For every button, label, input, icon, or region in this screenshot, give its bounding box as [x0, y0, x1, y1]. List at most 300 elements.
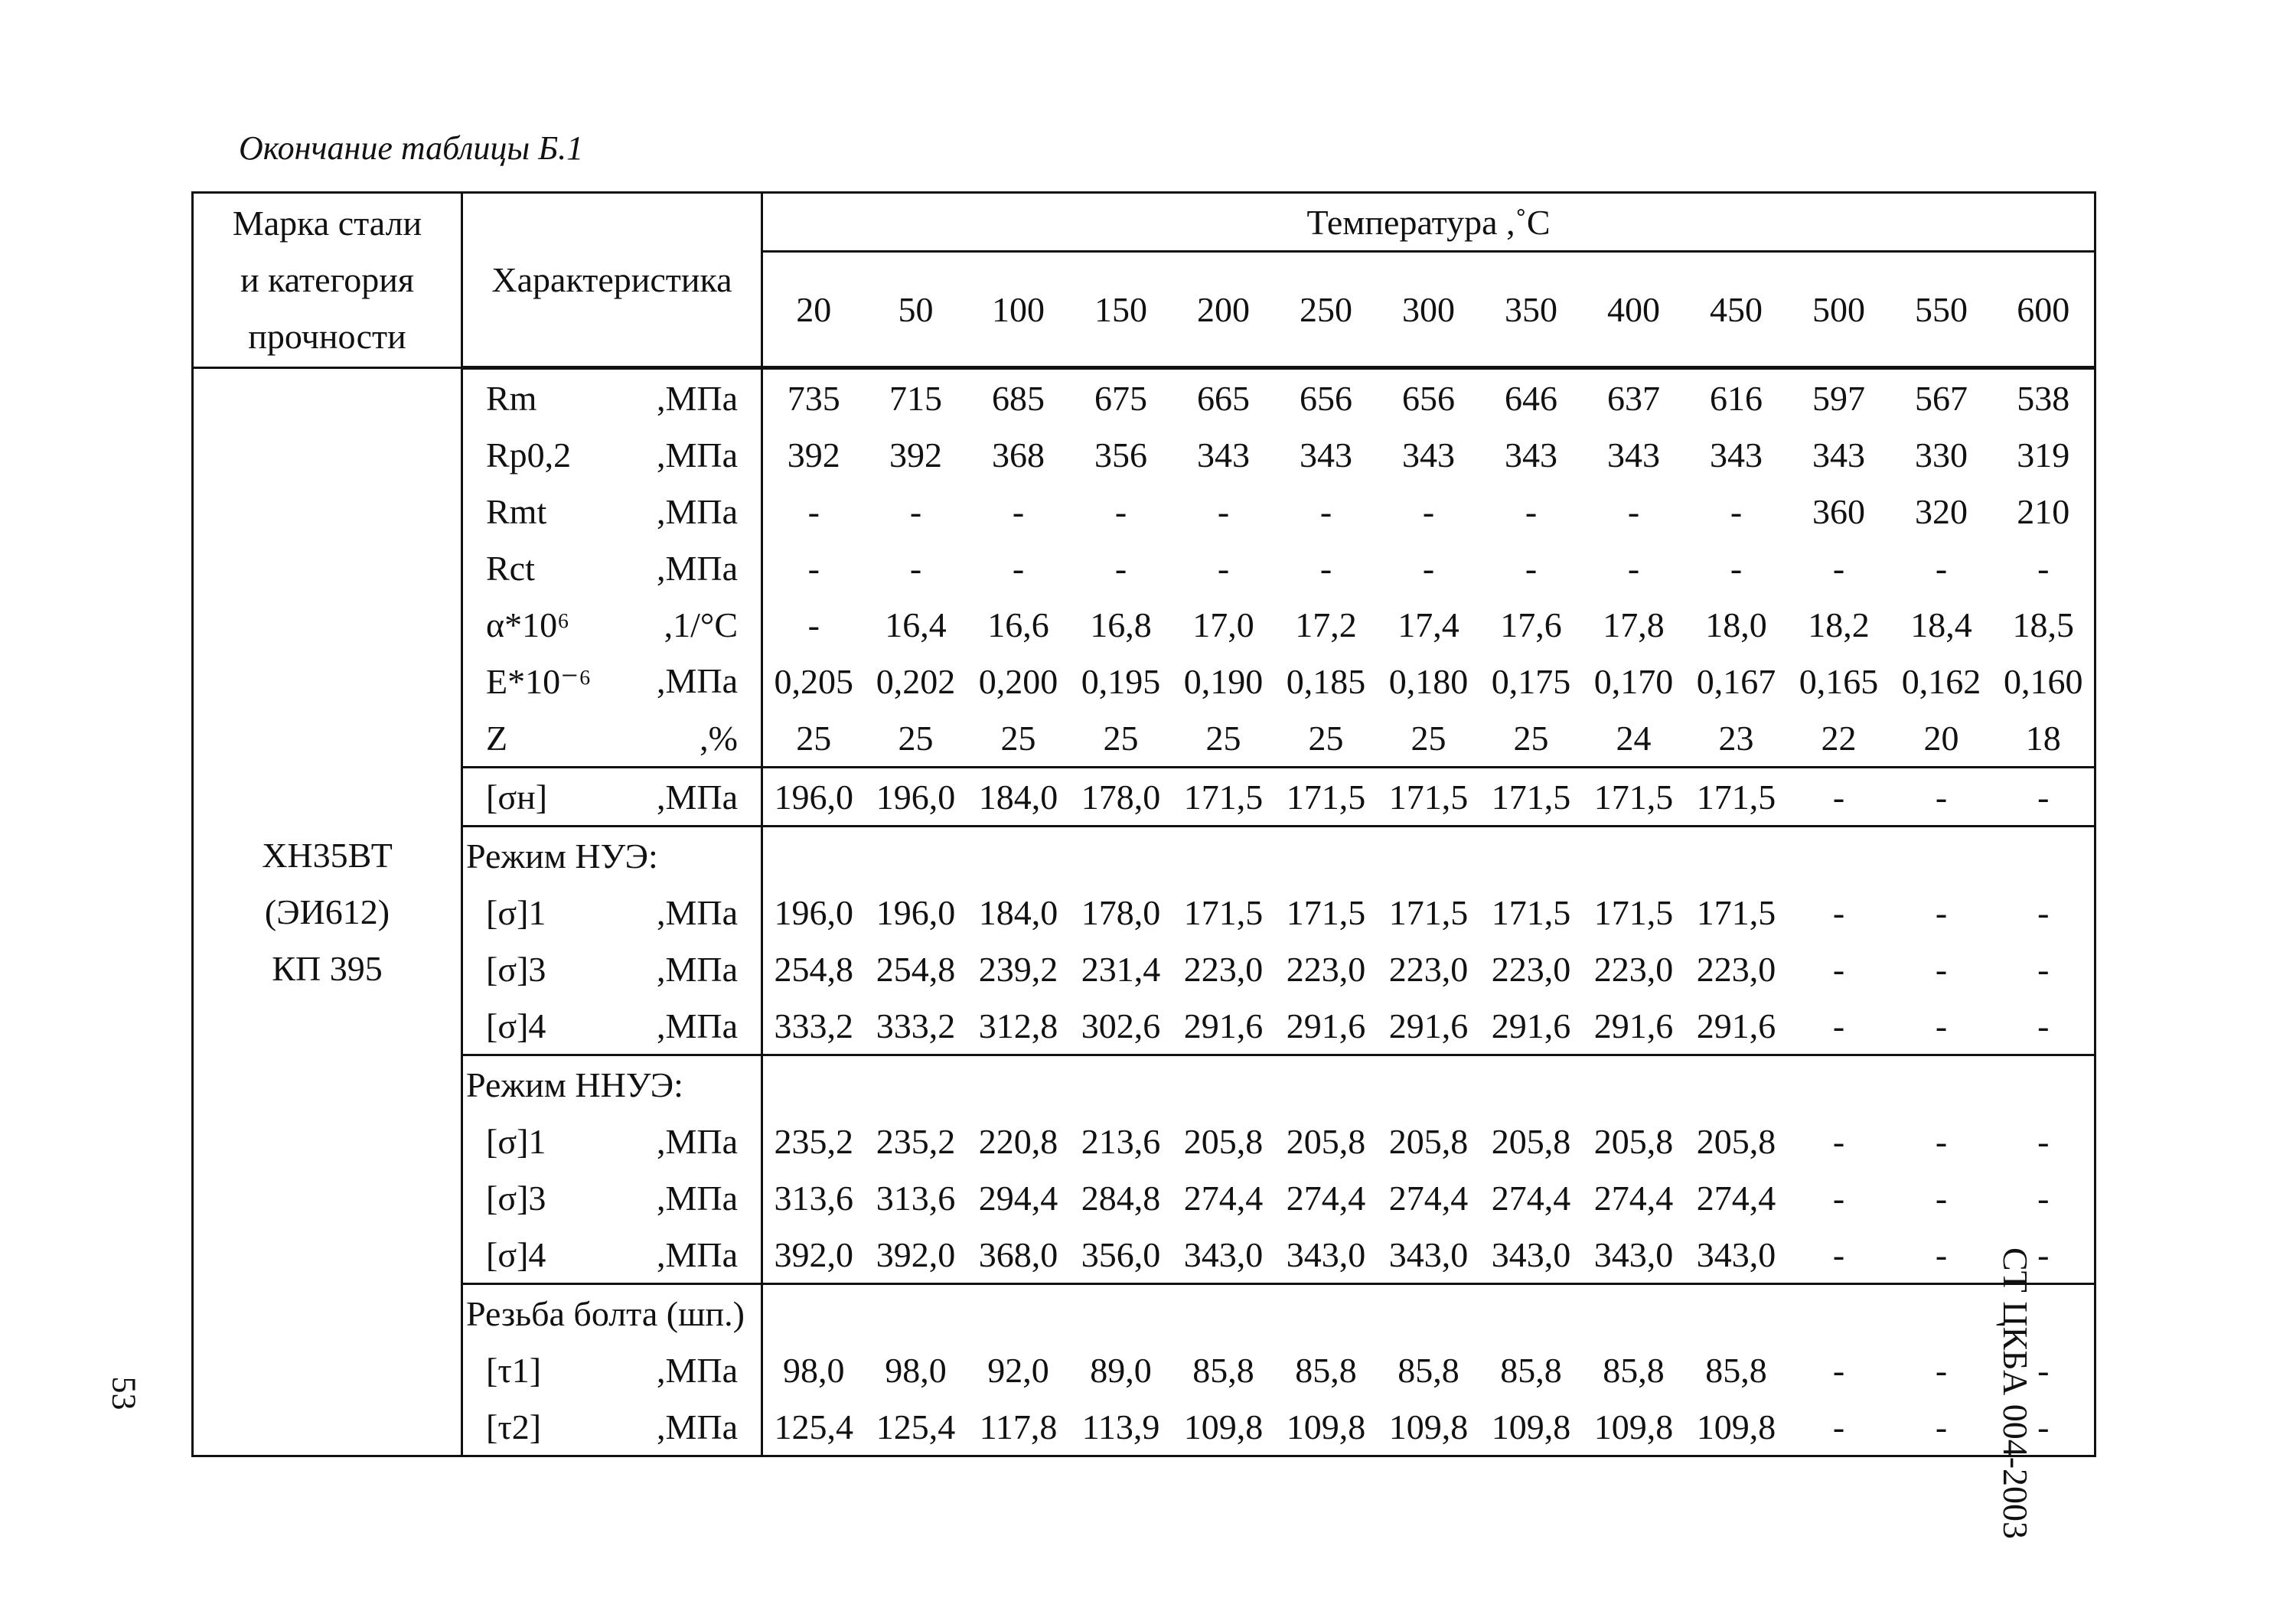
value-cell: -	[1217, 491, 1230, 531]
value-cell: 109,8	[1480, 1398, 1583, 1456]
value-cell: -	[1993, 1342, 2095, 1398]
value-cell: -	[1993, 1226, 2095, 1284]
value-cell: 98,0	[783, 1350, 845, 1390]
value-cell: -	[1832, 892, 1845, 932]
section-label: Режим ННУЭ:	[462, 1055, 762, 1114]
value-cell: 239,2	[978, 949, 1058, 989]
value-cell: 171,5	[1696, 892, 1776, 932]
value-cell: -	[1935, 1178, 1948, 1218]
value-cell: -	[1993, 941, 2095, 997]
value-cell: 343	[1197, 435, 1250, 474]
value-cell: 319	[1993, 426, 2095, 483]
value-cell: -	[1935, 949, 1948, 989]
value-cell: 98,0	[885, 1350, 947, 1390]
value-cell: 17,0	[1192, 605, 1254, 644]
value-cell: 196,0	[865, 768, 967, 827]
characteristic-cell	[462, 483, 762, 540]
value-cell: 25	[796, 718, 832, 758]
characteristic-unit: ,МПа	[656, 1121, 738, 1161]
value-cell: 646	[1505, 378, 1557, 418]
characteristic-symbol: [σ]1	[486, 892, 546, 932]
value-cell: -	[1217, 548, 1230, 588]
value-cell: 274,4	[1696, 1178, 1776, 1218]
characteristic-cell	[462, 1226, 762, 1284]
value-cell: 343	[1607, 435, 1660, 474]
value-cell: 85,8	[1705, 1350, 1767, 1390]
value-cell: 113,9	[1070, 1398, 1172, 1456]
value-cell: 17,2	[1295, 605, 1357, 644]
value-cell: -	[1627, 548, 1640, 588]
value-cell: 0,162	[1901, 661, 1981, 701]
value-cell: 343	[1402, 435, 1455, 474]
value-cell: 685	[992, 378, 1045, 418]
value-cell: -	[1935, 548, 1948, 588]
table-row	[193, 997, 2095, 1055]
value-cell: -	[1935, 1006, 1948, 1045]
header-steel-grade: Марка стали и категория прочности	[193, 193, 462, 368]
value-cell: 0,202	[876, 661, 956, 701]
value-cell: 171,5	[1378, 768, 1480, 827]
value-cell: 16,6	[987, 605, 1049, 644]
section-empty	[762, 827, 2095, 885]
temp-header: 300	[1378, 252, 1480, 368]
value-cell: 291,6	[1593, 1006, 1674, 1045]
value-cell: 360	[1812, 491, 1865, 531]
table-row	[193, 368, 2095, 427]
value-cell: 25	[1513, 718, 1549, 758]
value-cell: 85,8	[1295, 1350, 1357, 1390]
value-cell: 597	[1812, 378, 1865, 418]
value-cell: 109,8	[1583, 1398, 1685, 1456]
characteristic-symbol: [σ]3	[486, 949, 546, 989]
value-cell: 16,4	[885, 605, 947, 644]
value-cell: 274,4	[1593, 1178, 1674, 1218]
value-cell: 392,0	[876, 1234, 956, 1274]
value-cell: 196,0	[876, 892, 956, 932]
value-cell: -	[1993, 540, 2095, 596]
temp-header: 500	[1788, 252, 1890, 368]
value-cell: 223,0	[1593, 949, 1674, 989]
value-cell: -	[1832, 1350, 1845, 1390]
value-cell: -	[1993, 884, 2095, 941]
value-cell: 205,8	[1696, 1121, 1776, 1161]
value-cell: 213,6	[1081, 1121, 1161, 1161]
value-cell: -	[1832, 548, 1845, 588]
value-cell: 184,0	[967, 768, 1070, 827]
table-row	[193, 1226, 2095, 1284]
table-row	[193, 1398, 2095, 1456]
characteristic-cell	[462, 426, 762, 483]
temp-header: 250	[1275, 252, 1378, 368]
temp-header: 50	[865, 252, 967, 368]
value-cell: 343	[1812, 435, 1865, 474]
value-cell: -	[1832, 949, 1845, 989]
value-cell: -	[1832, 1234, 1845, 1274]
temp-header: 150	[1070, 252, 1172, 368]
value-cell: 25	[898, 718, 934, 758]
header-temperature: Температура ,˚С	[762, 193, 2095, 252]
value-cell: -	[1890, 768, 1993, 827]
value-cell: 223,0	[1286, 949, 1366, 989]
value-cell: 20	[1923, 718, 1959, 758]
characteristic-unit: ,МПа	[656, 491, 738, 531]
value-cell: 330	[1915, 435, 1968, 474]
characteristic-cell	[462, 997, 762, 1055]
value-cell: 205,8	[1491, 1121, 1571, 1161]
section-label: Режим НУЭ:	[462, 827, 762, 885]
value-cell: 25	[1205, 718, 1241, 758]
value-cell: 171,5	[1275, 768, 1378, 827]
value-cell: 223,0	[1696, 949, 1776, 989]
value-cell: 302,6	[1081, 1006, 1161, 1045]
value-cell: -	[1935, 1121, 1948, 1161]
characteristic-cell	[462, 1398, 762, 1456]
value-cell: 25	[1103, 718, 1139, 758]
value-cell: 171,5	[1172, 768, 1275, 827]
value-cell: 171,5	[1388, 892, 1469, 932]
value-cell: 343,0	[1183, 1234, 1264, 1274]
value-cell: 284,8	[1081, 1178, 1161, 1218]
value-cell: 0,185	[1286, 661, 1366, 701]
value-cell: 0,165	[1799, 661, 1879, 701]
value-cell: 291,6	[1491, 1006, 1571, 1045]
characteristic-unit: ,МПа	[656, 1178, 738, 1218]
value-cell: -	[1788, 1398, 1890, 1456]
value-cell: 220,8	[978, 1121, 1058, 1161]
value-cell: -	[1319, 548, 1332, 588]
value-cell: 294,4	[978, 1178, 1058, 1218]
value-cell: -	[909, 548, 922, 588]
table-row	[193, 941, 2095, 997]
value-cell: 356	[1094, 435, 1147, 474]
value-cell: 171,5	[1593, 892, 1674, 932]
characteristic-symbol: Rmt	[486, 491, 547, 531]
properties-table	[191, 191, 2096, 1457]
value-cell: 85,8	[1397, 1350, 1459, 1390]
characteristic-cell	[462, 709, 762, 768]
value-cell: -	[1012, 548, 1025, 588]
value-cell: -	[1993, 997, 2095, 1055]
value-cell: -	[1993, 1113, 2095, 1169]
value-cell: 368,0	[978, 1234, 1058, 1274]
value-cell: 274,4	[1183, 1178, 1264, 1218]
characteristic-unit: ,МПа	[656, 777, 738, 817]
value-cell: 0,167	[1696, 661, 1776, 701]
value-cell: 637	[1607, 378, 1660, 418]
document-code: СТ ЦКБА 004-2003	[1996, 1247, 2035, 1540]
steel-grade-text: (ЭИ612)	[264, 892, 390, 931]
value-cell: 109,8	[1275, 1398, 1378, 1456]
value-cell: 205,8	[1183, 1121, 1264, 1161]
value-cell: 184,0	[978, 892, 1058, 932]
table-row	[193, 483, 2095, 540]
value-cell: 17,8	[1603, 605, 1665, 644]
value-cell: 22	[1821, 718, 1857, 758]
table-row	[193, 540, 2095, 596]
value-cell: 0,160	[1993, 653, 2095, 709]
value-cell: 392	[787, 435, 840, 474]
characteristic-symbol: Rct	[486, 548, 535, 588]
value-cell: 17,6	[1500, 605, 1562, 644]
value-cell: 0,175	[1491, 661, 1571, 701]
table-caption: Окончание таблицы Б.1	[239, 129, 584, 167]
characteristic-unit: ,МПа	[656, 1234, 738, 1274]
value-cell: 18	[1993, 709, 2095, 768]
value-cell: 196,0	[762, 768, 865, 827]
table-row	[193, 884, 2095, 941]
value-cell: 274,4	[1286, 1178, 1366, 1218]
value-cell: 735	[787, 378, 840, 418]
temp-header: 200	[1172, 252, 1275, 368]
value-cell: -	[1993, 768, 2095, 827]
characteristic-cell	[462, 884, 762, 941]
characteristic-symbol: [σ]4	[486, 1006, 546, 1045]
value-cell: -	[1730, 548, 1743, 588]
characteristic-cell	[462, 368, 762, 427]
value-cell: 312,8	[978, 1006, 1058, 1045]
value-cell: -	[1832, 1178, 1845, 1218]
value-cell: -	[1319, 491, 1332, 531]
value-cell: 333,2	[774, 1006, 853, 1045]
value-cell: 343	[1505, 435, 1557, 474]
value-cell: 343	[1300, 435, 1352, 474]
characteristic-symbol: E*10⁻⁶	[486, 662, 592, 701]
value-cell: 25	[1000, 718, 1036, 758]
value-cell: 17,4	[1397, 605, 1459, 644]
value-cell: 313,6	[876, 1178, 956, 1218]
value-cell: 656	[1402, 378, 1455, 418]
table-row	[193, 1169, 2095, 1226]
table-row	[193, 426, 2095, 483]
value-cell: 343,0	[1696, 1234, 1776, 1274]
value-cell: 223,0	[1491, 949, 1571, 989]
value-cell: -	[1627, 491, 1640, 531]
value-cell: 109,8	[1685, 1398, 1788, 1456]
value-cell: 109,8	[1378, 1398, 1480, 1456]
characteristic-cell	[462, 768, 762, 827]
value-cell: 171,5	[1685, 768, 1788, 827]
characteristic-unit: ,МПа	[656, 378, 738, 418]
value-cell: 333,2	[876, 1006, 956, 1045]
value-cell: 313,6	[774, 1178, 853, 1218]
value-cell: 675	[1094, 378, 1147, 418]
characteristic-cell	[462, 1169, 762, 1226]
value-cell: 196,0	[774, 892, 853, 932]
value-cell: 343,0	[1491, 1234, 1571, 1274]
value-cell: 178,0	[1081, 892, 1161, 932]
value-cell: 92,0	[987, 1350, 1049, 1390]
characteristic-symbol: Rp0,2	[486, 435, 572, 474]
section-row	[193, 827, 2095, 885]
value-cell: -	[1890, 1398, 1993, 1456]
characteristic-symbol: Z	[486, 718, 508, 758]
value-cell: 16,8	[1090, 605, 1152, 644]
value-cell: -	[1935, 1234, 1948, 1274]
value-cell: 18,2	[1808, 605, 1870, 644]
characteristic-cell	[462, 596, 762, 653]
value-cell: 85,8	[1192, 1350, 1254, 1390]
temp-header: 350	[1480, 252, 1583, 368]
value-cell: -	[1832, 1006, 1845, 1045]
value-cell: 23	[1718, 718, 1754, 758]
value-cell: -	[1993, 1398, 2095, 1456]
value-cell: 205,8	[1593, 1121, 1674, 1161]
value-cell: 343,0	[1286, 1234, 1366, 1274]
value-cell: 171,5	[1480, 768, 1583, 827]
value-cell: -	[1832, 1121, 1845, 1161]
characteristic-unit: ,МПа	[656, 1006, 738, 1045]
value-cell: 0,195	[1081, 661, 1161, 701]
value-cell: 291,6	[1183, 1006, 1264, 1045]
value-cell: 85,8	[1500, 1350, 1562, 1390]
value-cell: 254,8	[876, 949, 956, 989]
value-cell: -	[1422, 548, 1435, 588]
value-cell: -	[909, 491, 922, 531]
steel-grade-text: КП 395	[272, 948, 383, 988]
value-cell: 171,5	[1183, 892, 1264, 932]
value-cell: 231,4	[1081, 949, 1161, 989]
value-cell: 125,4	[762, 1398, 865, 1456]
value-cell: 25	[1411, 718, 1446, 758]
value-cell: 171,5	[1286, 892, 1366, 932]
table-row	[193, 709, 2095, 768]
value-cell: 0,170	[1593, 661, 1674, 701]
characteristic-cell	[462, 540, 762, 596]
characteristic-unit: ,МПа	[656, 661, 738, 700]
table-row	[193, 1113, 2095, 1169]
characteristic-unit: ,МПа	[656, 892, 738, 932]
value-cell: -	[807, 605, 820, 644]
value-cell: 210	[1993, 483, 2095, 540]
value-cell: 291,6	[1696, 1006, 1776, 1045]
value-cell: -	[807, 491, 820, 531]
value-cell: 85,8	[1603, 1350, 1665, 1390]
value-cell: -	[1525, 491, 1538, 531]
characteristic-unit: ,МПа	[656, 1350, 738, 1390]
characteristic-symbol: [τ1]	[486, 1350, 542, 1390]
value-cell: 235,2	[774, 1121, 853, 1161]
value-cell: 24	[1616, 718, 1652, 758]
value-cell: 0,190	[1183, 661, 1264, 701]
section-label: Резьба болта (шп.)	[462, 1284, 762, 1342]
characteristic-symbol: α*10⁶	[486, 605, 570, 644]
value-cell: 368	[992, 435, 1045, 474]
section-row	[193, 1055, 2095, 1114]
characteristic-symbol: [σ]4	[486, 1234, 546, 1274]
value-cell: 538	[1993, 368, 2095, 427]
page-number: 53	[105, 1376, 143, 1410]
value-cell: -	[1114, 548, 1127, 588]
temp-header: 20	[762, 252, 865, 368]
value-cell: 223,0	[1183, 949, 1264, 989]
value-cell: -	[1993, 1169, 2095, 1226]
table-row	[193, 596, 2095, 653]
characteristic-cell	[462, 1113, 762, 1169]
characteristic-symbol: Rm	[486, 378, 537, 418]
value-cell: 205,8	[1286, 1121, 1366, 1161]
value-cell: 291,6	[1388, 1006, 1469, 1045]
value-cell: -	[1422, 491, 1435, 531]
value-cell: 125,4	[865, 1398, 967, 1456]
value-cell: 291,6	[1286, 1006, 1366, 1045]
section-empty	[762, 1284, 2095, 1342]
value-cell: 25	[1308, 718, 1344, 758]
value-cell: 235,2	[876, 1121, 956, 1161]
value-cell: 616	[1710, 378, 1763, 418]
header-row-1	[193, 193, 2095, 252]
value-cell: 254,8	[774, 949, 853, 989]
value-cell: -	[1012, 491, 1025, 531]
value-cell: 18,4	[1910, 605, 1972, 644]
value-cell: 356,0	[1081, 1234, 1161, 1274]
value-cell: 343,0	[1388, 1234, 1469, 1274]
table-row	[193, 768, 2095, 827]
value-cell: 205,8	[1388, 1121, 1469, 1161]
section-row	[193, 1284, 2095, 1342]
value-cell: -	[1935, 892, 1948, 932]
characteristic-cell	[462, 941, 762, 997]
value-cell: 392	[889, 435, 942, 474]
value-cell: 715	[889, 378, 942, 418]
value-cell: 343,0	[1593, 1234, 1674, 1274]
value-cell: -	[1525, 548, 1538, 588]
characteristic-cell	[462, 653, 762, 709]
characteristic-unit: ,МПа	[656, 435, 738, 474]
value-cell: -	[807, 548, 820, 588]
value-cell: 0,180	[1388, 661, 1469, 701]
value-cell: 18,5	[1993, 596, 2095, 653]
temp-header: 550	[1890, 252, 1993, 368]
characteristic-unit: ,%	[700, 718, 738, 758]
value-cell: -	[1730, 491, 1743, 531]
characteristic-cell	[462, 1342, 762, 1398]
value-cell: 117,8	[967, 1398, 1070, 1456]
value-cell: 171,5	[1583, 768, 1685, 827]
value-cell: 343	[1710, 435, 1763, 474]
value-cell: 0,200	[978, 661, 1058, 701]
characteristic-unit: ,МПа	[656, 548, 738, 588]
value-cell: 109,8	[1172, 1398, 1275, 1456]
value-cell: 656	[1300, 378, 1352, 418]
steel-grade-cell	[193, 368, 462, 1456]
characteristic-unit: ,МПа	[656, 1407, 738, 1446]
characteristic-symbol: [σн]	[486, 777, 548, 817]
value-cell: 171,5	[1491, 892, 1571, 932]
value-cell: 274,4	[1388, 1178, 1469, 1218]
value-cell: 223,0	[1388, 949, 1469, 989]
value-cell: 567	[1915, 378, 1968, 418]
table-row	[193, 1342, 2095, 1398]
characteristic-symbol: [τ2]	[486, 1407, 542, 1446]
table-row	[193, 653, 2095, 709]
value-cell: -	[1935, 1350, 1948, 1390]
value-cell: 18,0	[1705, 605, 1767, 644]
temp-header: 600	[1993, 252, 2095, 368]
temp-header: 400	[1583, 252, 1685, 368]
value-cell: 392,0	[774, 1234, 853, 1274]
value-cell: -	[1114, 491, 1127, 531]
section-empty	[762, 1055, 2095, 1114]
header-characteristic: Характеристика	[462, 193, 762, 368]
characteristic-symbol: [σ]1	[486, 1121, 546, 1161]
temp-header: 450	[1685, 252, 1788, 368]
value-cell: 665	[1197, 378, 1250, 418]
characteristic-unit: ,МПа	[656, 949, 738, 989]
value-cell: 178,0	[1070, 768, 1172, 827]
steel-grade-text: ХН35ВТ	[262, 835, 393, 875]
value-cell: 89,0	[1090, 1350, 1152, 1390]
characteristic-unit: ,1/°C	[664, 605, 738, 644]
